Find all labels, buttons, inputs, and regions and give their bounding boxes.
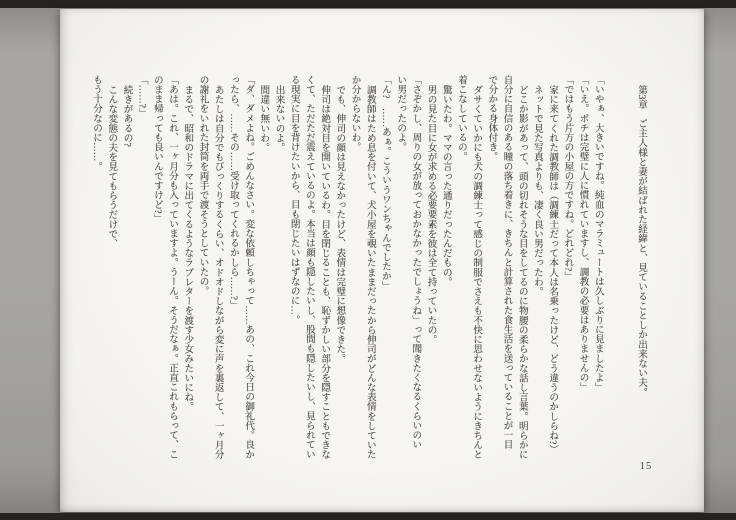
text-line: ネットで見た写真よりも、凄く良い男だったわ。 [531, 84, 543, 296]
text-line: で分かる身体付き。 [486, 75, 498, 162]
text-line: 「さぞかし、周りの女が放っておかなかったでしょうね」って聞きたくなるくらいのい [410, 75, 422, 450]
text-line: こんな変態の夫を見てもらうだけで、 [106, 84, 118, 248]
text-line: 間違い無いわ。 [258, 84, 270, 152]
text-line: 「いえ。ポチは完璧に人に慣れていますし、調教の必要はありませんの」 [577, 75, 589, 392]
scan-edge-bottom [0, 513, 736, 520]
text-line: ったら、……その……受け取ってくれるかしら……?」 [227, 75, 239, 310]
text-line: 着こなしているの。 [455, 75, 467, 162]
text-line: 自分に自信のある瞳の落ち着きに、きちんと計算された食生活を送っていることが一目 [501, 75, 513, 450]
vertical-text-block [89, 75, 649, 463]
text-line: の謝礼をいれた封筒を両手で渡そうとしていたの。 [197, 75, 209, 296]
text-line: あたしは自分でもびっくりするくらい、オドオドしながら変に声を裏返して、一ヶ月分 [212, 84, 224, 459]
text-line: 「あは。これ、一ヶ月分も入っていますよ。うーん。そうだなぁ。正直これもらって、こ [167, 75, 179, 459]
text-line: 驚いたわ。ママの言った通りだったんだもの。 [440, 84, 452, 287]
text-line: まるで、昭和のドラマに出てくるようなラブレターを渡す少女みたいにね。 [182, 84, 194, 411]
book-page [60, 9, 704, 512]
text-line: 調教師はため息を付いて、犬小屋を覗いたままだったから伸司がどんな表情をしていた [364, 84, 376, 459]
text-line: 出来ないのよ。 [273, 84, 285, 152]
text-line: 「ダ、ダメよね。ごめんなさい。変な依頼しちゃって……あの、これ今日の御礼代。良か [243, 75, 255, 459]
text-line: 「ん? ……あぁ。こういうワンちゃんでしたか」 [379, 75, 391, 291]
text-line: 男の見た目に女が求める必要要素を彼は全て持っていたの。 [425, 84, 437, 344]
page-number: 15 [639, 461, 653, 472]
text-line: 第3章 ご主人様と妻が結ばれた経緯と、見ていることしか出来ない夫。 [636, 84, 647, 397]
text-line: 家に来てくれた調教師は（調練士だって本人は名乗ったけど、どう違うのかしらね?） [547, 84, 559, 454]
text-line: ダサくていかにも犬の調練士って感じの制服でさえも不快に思わせないようにきちんと [471, 84, 483, 459]
text-line: 「ではもう片方の小屋の方ですね。どれどれ?」 [562, 75, 574, 281]
text-line: い男だったのよ。 [395, 75, 407, 152]
text-line: くて、ただただ震えているのよ。本当は顔も隠したいし、股間も隠したいし、見られてい [303, 75, 315, 459]
text-line: もう十分なのに……。 [91, 75, 103, 171]
text-line: どこか影があって、頭の切れそうな目をしてるのに物腰の柔らかな話し言葉。明らかに [516, 84, 528, 459]
text-line: のまま帰っても良いんですけど?」 [151, 75, 163, 224]
text-line: 「いやぁ、大きいですね。純血のマラミュートは久しぶりに見ましたよ」 [592, 75, 604, 392]
text-line: る現実に目を背けたいから、目も閉じたいはずなのに…。 [288, 75, 300, 325]
text-line: か分からないわ。 [349, 75, 361, 152]
text-line: 伸司は絶対目を開いているわ。目を閉じることも、恥ずかしい部分を隠すこともできな [319, 84, 331, 459]
scan-edge-top [0, 0, 736, 8]
text-line: 続きがあるの? [121, 84, 133, 147]
text-line: でも、伸司の顔は見えなかったけど、表情は完璧に想像できた。 [334, 84, 346, 363]
text-line: 「……?」 [136, 75, 148, 118]
